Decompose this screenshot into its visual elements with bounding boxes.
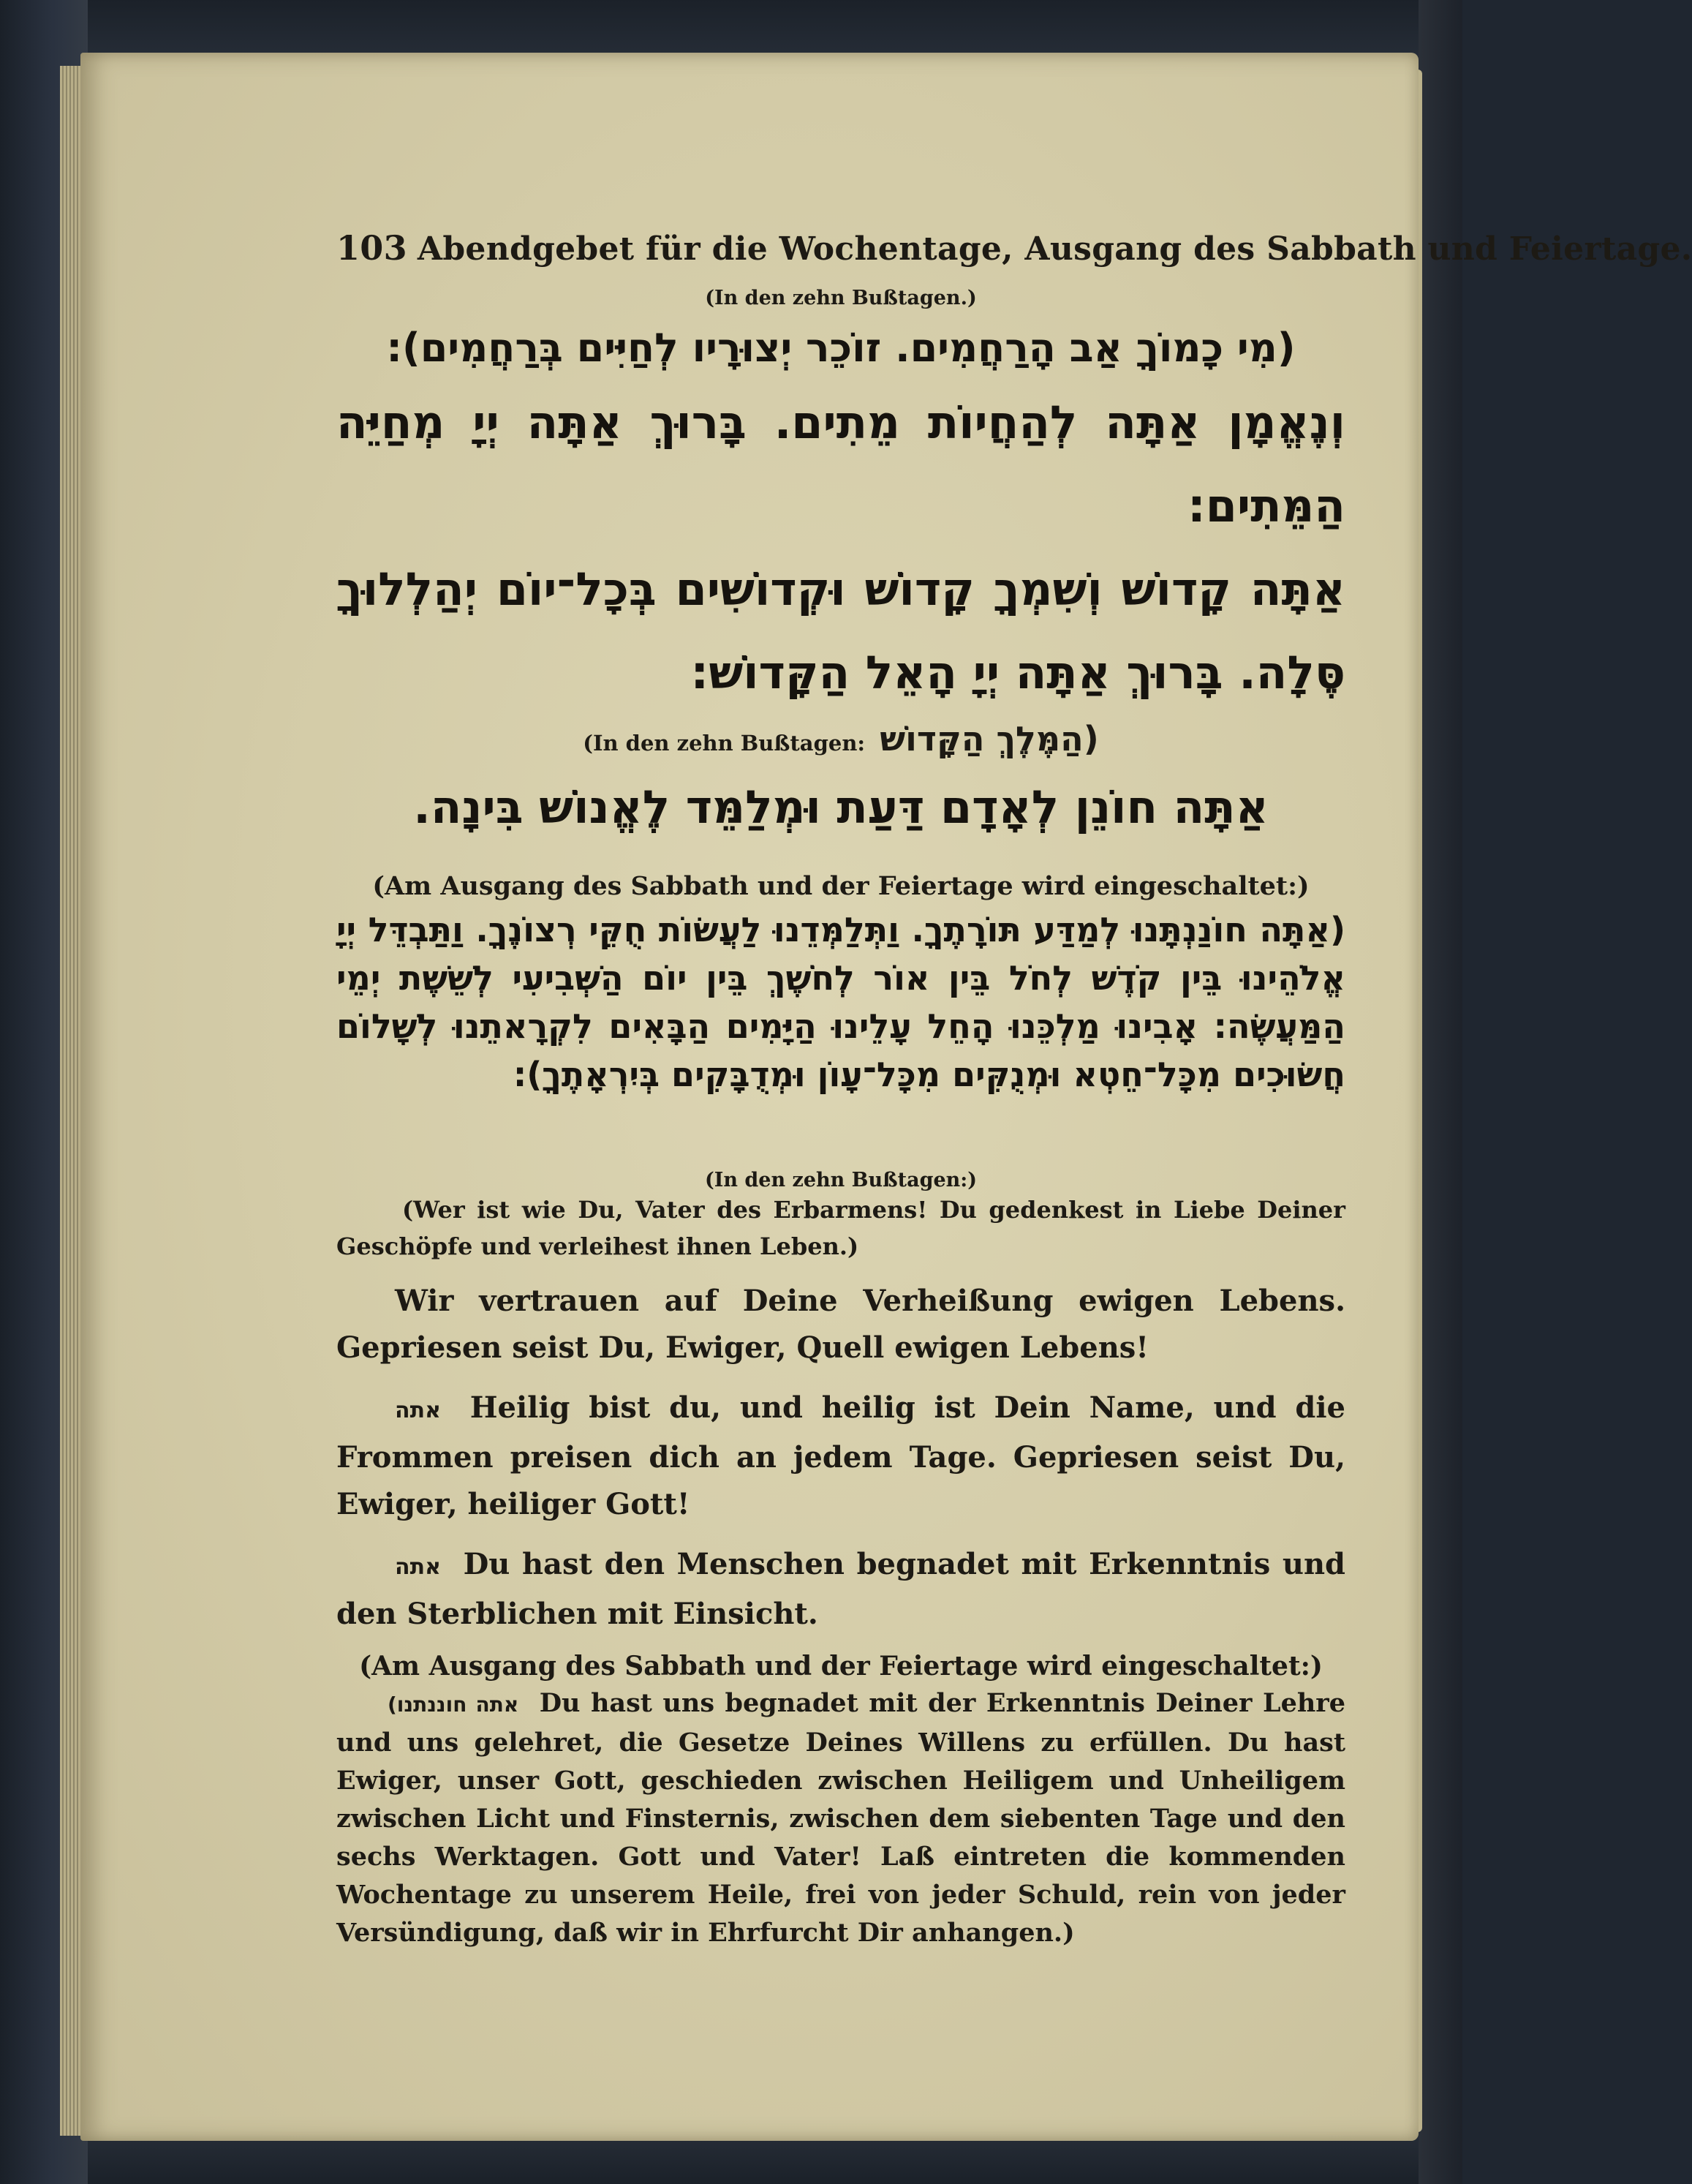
german-menschen-paragraph <box>336 1541 1345 1638</box>
hebrew-neeman: וְנֶאֱמָן אַתָּה לְהַחֲיוֹת מֵתִים. בָּרוּךְ אַתָּה יְיָ מְחַיֵּה הַמֵּתִים: <box>336 396 1345 532</box>
book-cover-right <box>1419 0 1462 2184</box>
menschen-marker: אתה <box>395 1554 441 1580</box>
german-heilig-paragraph <box>336 1385 1345 1528</box>
german-menschen: Du hast den Menschen begnadet mit Erkenntnis und den Sterblichen mit Einsicht. <box>336 1547 1345 1631</box>
german-wer-ist-wie-du: (Wer ist wie Du, Vater des Erbarmens! Du gedenkest in Liebe Deiner Geschöpfe und verleihest ihnen Leben.) <box>336 1196 1345 1260</box>
spacer <box>336 1099 1345 1150</box>
book-cover-top <box>0 0 1462 59</box>
hebrew-mi-kamocha: (מִי כָמוֹךָ אַב הָרַחֲמִים. זוֹכֵר יְצוּרָיו לְחַיִּים בְּרַחֲמִים): <box>386 325 1296 371</box>
running-header <box>336 228 1692 268</box>
hebrew-ata-chonantanu: (אַתָּה חוֹנַנְתָּנוּ לְמַדַּע תּוֹרָתֶךָ. וַתְּלַמְּדֵנוּ לַעֲשׂוֹת חֻקֵּי רְצוֹנֶךָ. וַתַּבְדֵּל יְיָ אֱלֹהֵינוּ בֵּין קֹדֶשׁ לְחֹל בֵּין אוֹר לְחֹשֶׁךְ בֵּין יוֹם הַשְּׁבִיעִי לְשֵׁשֶׁת יְמֵי הַמַּעֲשֶׂה: אָבִינוּ מַלְכֵּנוּ הָחֵל עָלֵינוּ הַיָּמִים הַבָּאִים לִקְרָאתֵנוּ לְשָׁלוֹם חֲשׂוּכִים מִכָּל־חֵטְא וּמְנֻקִּים מִכָּל־עָוֹן וּמְדֻבָּקִים בְּיִרְאָתֶךָ): <box>336 910 1345 1094</box>
note-bussetage-2: (In den zehn Bußtagen: <box>583 731 866 756</box>
book-page <box>80 53 1692 2141</box>
german-heilig: Heilig bist du, und heilig ist Dein Name, und die Frommen preisen dich an jedem Tage. Gepriesen seist Du, Ewiger, heiliger Gott! <box>336 1390 1346 1521</box>
note-ausgang-hebrew: (Am Ausgang des Sabbath und der Feiertage wird eingeschaltet:) <box>372 871 1310 901</box>
german-wir-vertrauen: Wir vertrauen auf Deine Verheißung ewigen Lebens. Gepriesen seist Du, Ewiger, Quell ewigen Lebens! <box>336 1284 1345 1365</box>
german-lehre: Du hast uns begnadet mit der Erkenntnis Deiner Lehre und uns gelehret, die Gesetze Deines Willens zu erfüllen. Du hast Ewiger, unser Gott, geschieden zwischen Heiligem und Unheiligem zwischen Licht und Finsternis, zwischen dem siebenten Tage und den sechs Werktagen. Gott und Vater! Laß eintreten die kommenden Wochentage zu unserem Heile, frei von jeder Schuld, rein von jeder Versündigung, daß wir in Ehrfurcht Dir anhangen.) <box>336 1688 1345 1948</box>
note-bussetage-german: (In den zehn Bußtagen:) <box>704 1169 978 1191</box>
hebrew-ata-kadosh: אַתָּה קָדוֹשׁ וְשִׁמְךָ קָדוֹשׁ וּקְדוֹשִׁים בְּכָל־יוֹם יְהַלְלוּךָ סֶּלָה. בָּרוּךְ אַתָּה יְיָ הָאֵל הַקָּדוֹשׁ: <box>336 562 1345 699</box>
note-bussetage-hebrew: (In den zehn Bußtagen.) <box>705 287 977 309</box>
note-hamelech-row <box>336 719 1345 758</box>
page-number: 103 <box>336 228 407 268</box>
page-content <box>336 228 1692 1952</box>
note-ausgang-german: (Am Ausgang des Sabbath und der Feiertage wird eingeschaltet:) <box>359 1651 1323 1682</box>
lehre-marker: (אתה חוננתנו <box>388 1692 519 1717</box>
page-title: Abendgebet für die Wochentage, Ausgang des Sabbath und Feiertage. <box>417 230 1692 268</box>
hebrew-ata-chonen: אַתָּה חוֹנֵן לְאָדָם דַּעַת וּמְלַמֵּד לֶאֱנוֹשׁ בִּינָה. <box>413 780 1269 834</box>
heilig-marker: אתה <box>395 1398 441 1423</box>
hebrew-hamelech: הַמֶּלֶךְ הַקָּדוֹשׁ) <box>880 719 1099 758</box>
german-lehre-paragraph <box>336 1684 1345 1952</box>
